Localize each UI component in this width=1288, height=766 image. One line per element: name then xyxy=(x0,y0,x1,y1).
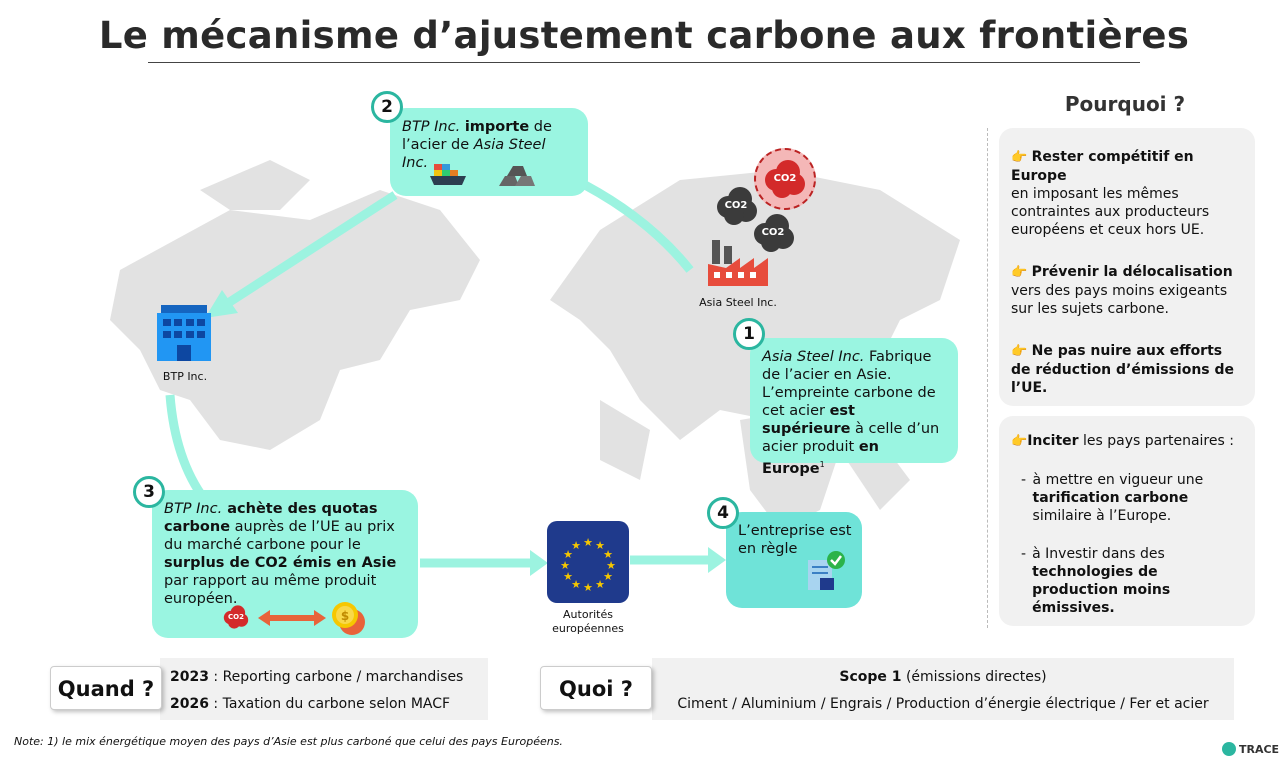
arrow-btp-to-3 xyxy=(170,395,205,500)
pourquoi-panel xyxy=(999,128,1255,406)
co2-small-label: CO2 xyxy=(228,613,244,621)
eu-flag-icon xyxy=(547,521,629,603)
svg-text:★: ★ xyxy=(595,578,605,591)
reason-2: 👉 Prévenir la délocalisation vers des pays moins exigeants sur les sujets carbone. xyxy=(1011,264,1233,317)
svg-text:★: ★ xyxy=(571,578,581,591)
coins-icon xyxy=(330,600,368,636)
quoi-sectors: Ciment / Aluminium / Engrais / Production d’énergie électrique / Fer et acier xyxy=(677,696,1209,712)
double-arrow-icon xyxy=(258,610,326,626)
pourquoi-title: Pourquoi ? xyxy=(1064,92,1186,116)
reason-3: 👉 Ne pas nuire aux efforts de réduction d’émissions de l’UE. xyxy=(1011,343,1235,396)
pointing-hand-icon: 👉 xyxy=(1011,265,1028,280)
svg-text:★: ★ xyxy=(606,559,616,572)
step-3-number: 3 xyxy=(133,476,165,508)
svg-text:★: ★ xyxy=(583,536,593,549)
reason-1: 👉 Rester compétitif en Europe en imposant les mêmes contraintes aux producteurs européens et ceux hors UE. xyxy=(1011,149,1210,238)
office-building-icon xyxy=(155,305,213,361)
svg-text:★: ★ xyxy=(563,570,573,583)
asia-steel-label: Asia Steel Inc. xyxy=(699,296,777,309)
svg-text:$: $ xyxy=(340,609,350,623)
arrow-2-to-btp xyxy=(225,195,395,305)
quoi-box xyxy=(652,658,1234,720)
quoi-scope: Scope 1 (émissions directes) xyxy=(839,669,1047,685)
svg-text:★: ★ xyxy=(603,548,613,561)
co2-label-1: CO2 xyxy=(724,200,748,211)
trace-logo: TRACE xyxy=(1222,742,1279,756)
quand-box xyxy=(160,658,488,720)
step-2-text: BTP Inc. importe de l’acier de Asia Steel Inc. xyxy=(402,119,552,171)
page-title: Le mécanisme d’ajustement carbone aux frontières xyxy=(98,14,1190,57)
steel-ingot-icon xyxy=(495,162,537,188)
svg-text:★: ★ xyxy=(560,559,570,572)
dashed-divider xyxy=(987,128,988,628)
inciter-heading: 👉Inciter les pays partenaires : xyxy=(1011,433,1234,449)
svg-text:★: ★ xyxy=(571,539,581,552)
co2-red-label: CO2 xyxy=(773,173,797,184)
inciter-item-1: - à mettre en vigueur une tarification carbone similaire à l’Europe. xyxy=(1021,472,1204,524)
btp-label: BTP Inc. xyxy=(162,370,208,383)
svg-text:★: ★ xyxy=(563,548,573,561)
inciter-item-2: - à Investir dans des technologies de production moins émissives. xyxy=(1021,546,1171,616)
quand-row-2023: 2023 : Reporting carbone / marchandises xyxy=(170,669,464,685)
step-4-bubble: L’entreprise est en règle xyxy=(726,512,862,608)
quand-label: Quand ? xyxy=(50,666,162,710)
co2-label-2: CO2 xyxy=(761,227,785,238)
certificate-check-icon xyxy=(802,550,846,592)
svg-text:★: ★ xyxy=(583,581,593,594)
arrow-4-head xyxy=(708,547,726,573)
step-1-bubble: Asia Steel Inc. Fabrique de l’acier en Asie. L’empreinte carbone de cet acier est supérieure à celle d’un acier produit en Europe$^1$ xyxy=(750,338,958,463)
svg-text:★: ★ xyxy=(603,570,613,583)
step-1-number: 1 xyxy=(733,318,765,350)
step-2-bubble xyxy=(390,108,588,196)
footnote: Note: 1) le mix énergétique moyen des pays d’Asie est plus carboné que celui des pays Européens. xyxy=(14,735,563,748)
inciter-panel xyxy=(999,416,1255,626)
step-3-bubble: BTP Inc. achète des quotas carbone auprès de l’UE au prix du marché carbone pour le surplus de CO2 émis en Asie par rapport au même produit européen. xyxy=(152,490,418,638)
container-ship-icon xyxy=(430,158,468,188)
eu-authorities-label: Autorités européennes xyxy=(552,608,624,635)
trace-logo-icon xyxy=(1222,742,1236,756)
quoi-label: Quoi ? xyxy=(540,666,652,710)
quand-row-2026: 2026 : Taxation du carbone selon MACF xyxy=(170,696,451,712)
factory-icon xyxy=(706,238,770,288)
arrow-3-head xyxy=(530,550,548,576)
step-2-number: 2 xyxy=(371,91,403,123)
svg-text:★: ★ xyxy=(595,539,605,552)
pointing-hand-icon: 👉 xyxy=(1011,434,1028,449)
arrow-asia-to-2 xyxy=(585,185,690,270)
step-4-number: 4 xyxy=(707,497,739,529)
pointing-hand-icon: 👉 xyxy=(1011,344,1028,359)
pointing-hand-icon: 👉 xyxy=(1011,150,1028,165)
